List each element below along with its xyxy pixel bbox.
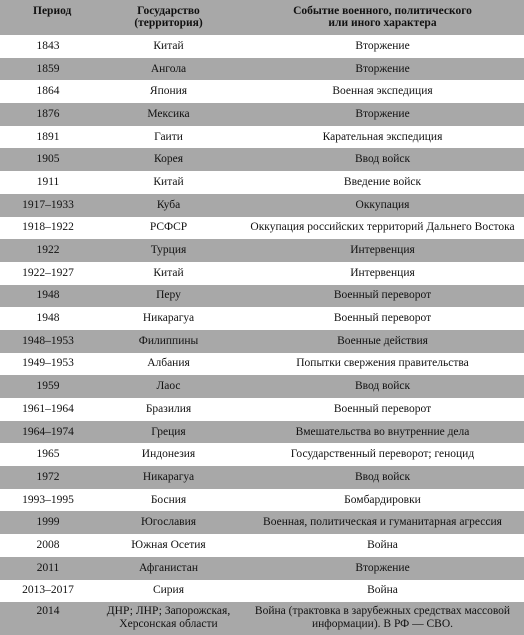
table-row: [0, 443, 524, 466]
cell-period: 1948: [36, 312, 60, 325]
cell-period: 1965: [36, 448, 60, 461]
cell-period: 1905: [0, 148, 96, 171]
cell-state: Индонезия: [141, 448, 196, 461]
table-row: [0, 239, 524, 262]
cell-state: Перу: [96, 285, 241, 308]
cell-period: 1876: [0, 103, 96, 126]
table-row: [0, 35, 524, 58]
cell-event: Вторжение: [241, 557, 524, 580]
cell-event: Военный переворот: [333, 312, 432, 325]
cell-period: 2008: [36, 538, 60, 551]
header-event-line1: Событие военного, политического: [293, 5, 472, 17]
cell-state: Турция: [96, 239, 241, 262]
cell-period: 1918–1922: [22, 221, 74, 234]
cell-state: Албания: [147, 357, 190, 370]
cell-event: Война: [367, 584, 398, 597]
table-row: [0, 285, 524, 308]
table-row: [0, 262, 524, 285]
cell-period: 1917–1933: [0, 194, 96, 217]
cell-state: ДНР; ЛНР; Запорожская, Херсонская области: [96, 602, 241, 635]
cell-event: Введение войск: [343, 175, 422, 188]
header-state: [96, 0, 241, 35]
cell-event: Вторжение: [355, 39, 410, 52]
cell-state: Куба: [96, 194, 241, 217]
table-row: [0, 466, 524, 489]
cell-event: Вторжение: [241, 103, 524, 126]
table-row: [0, 307, 524, 330]
cell-event: Оккупация: [241, 194, 524, 217]
cell-event: Военная экспедиция: [332, 85, 433, 98]
cell-state: Япония: [149, 85, 188, 98]
cell-state: Китай: [153, 39, 184, 52]
table-row: [0, 80, 524, 103]
table-row: [0, 103, 524, 126]
cell-state: Филиппины: [96, 330, 241, 353]
cell-period: 1922–1927: [22, 266, 74, 279]
cell-event: Ввод войск: [241, 466, 524, 489]
cell-event: Вмешательства во внутренние дела: [241, 421, 524, 444]
table-row: [0, 398, 524, 421]
table-row: [0, 602, 524, 635]
cell-state: Корея: [96, 148, 241, 171]
header-state-line1: Государство: [137, 5, 200, 17]
cell-period: 1891: [36, 130, 60, 143]
cell-period: 1959: [0, 375, 96, 398]
cell-period: 1949–1953: [22, 357, 74, 370]
cell-period: 2011: [0, 557, 96, 580]
table-row: [0, 353, 524, 376]
table-row: [0, 511, 524, 534]
cell-event: Бомбардировки: [344, 493, 421, 506]
cell-period: 1843: [36, 39, 60, 52]
table-row: [0, 421, 524, 444]
header-event: [241, 0, 524, 35]
cell-period: 1911: [36, 175, 60, 188]
table-row: [0, 534, 524, 557]
cell-event: Попытки свержения правительства: [296, 357, 469, 370]
cell-event: Ввод войск: [241, 148, 524, 171]
cell-period: 1972: [0, 466, 96, 489]
cell-state: Сирия: [152, 584, 185, 597]
cell-state: Югославия: [96, 511, 241, 534]
cell-event: Война: [367, 538, 398, 551]
cell-event: Военный переворот: [241, 285, 524, 308]
cell-state: Ангола: [96, 58, 241, 81]
table-row: [0, 171, 524, 194]
table-row: [0, 557, 524, 580]
cell-state: Босния: [150, 493, 187, 506]
cell-state: Никарагуа: [142, 312, 195, 325]
cell-period: 1922: [0, 239, 96, 262]
cell-period: 2013–2017: [22, 584, 74, 597]
cell-state: Лаос: [96, 375, 241, 398]
cell-event: Военная, политическая и гуманитарная агрессия: [241, 511, 524, 534]
table-row: [0, 126, 524, 149]
cell-event: Оккупация российских территорий Дальнего Востока: [250, 221, 515, 234]
table-row: [0, 194, 524, 217]
header-row: [0, 0, 524, 35]
cell-period: 1999: [0, 511, 96, 534]
cell-state: Афганистан: [96, 557, 241, 580]
table-row: [0, 58, 524, 81]
table-row: [0, 217, 524, 240]
cell-period: 2014: [0, 602, 96, 635]
cell-period: 1961–1964: [22, 402, 74, 415]
table-row: [0, 580, 524, 603]
table-row: [0, 330, 524, 353]
cell-period: 1864: [36, 85, 60, 98]
cell-state: Бразилия: [145, 402, 192, 415]
cell-state: Южная Осетия: [131, 538, 206, 551]
cell-state: РСФСР: [149, 221, 188, 234]
cell-event: Война (трактовка в зарубежных средствах массовой информации). В РФ — СВО.: [241, 602, 524, 635]
cell-state: Никарагуа: [96, 466, 241, 489]
cell-state: Китай: [153, 175, 184, 188]
header-period: Период: [0, 0, 96, 35]
cell-event: Государственный переворот; геноцид: [290, 448, 475, 461]
cell-event: Вторжение: [241, 58, 524, 81]
cell-state: Греция: [96, 421, 241, 444]
cell-event: Интервенция: [350, 266, 415, 279]
cell-period: 1993–1995: [22, 493, 74, 506]
cell-period: 1859: [0, 58, 96, 81]
cell-state: Гаити: [154, 130, 183, 143]
header-event-line2: или иного характера: [328, 17, 437, 29]
table-row: [0, 148, 524, 171]
cell-event: Военный переворот: [333, 402, 432, 415]
cell-state: Мексика: [96, 103, 241, 126]
cell-event: Ввод войск: [241, 375, 524, 398]
cell-event: Военные действия: [241, 330, 524, 353]
cell-event: Интервенция: [241, 239, 524, 262]
cell-event: Карательная экспедиция: [322, 130, 443, 143]
header-state-line2: (территория): [134, 17, 203, 29]
cell-period: 1964–1974: [0, 421, 96, 444]
cell-period: 1948–1953: [0, 330, 96, 353]
cell-period: 1948: [0, 285, 96, 308]
table-row: [0, 489, 524, 512]
cell-state: Китай: [153, 266, 184, 279]
table-row: [0, 375, 524, 398]
